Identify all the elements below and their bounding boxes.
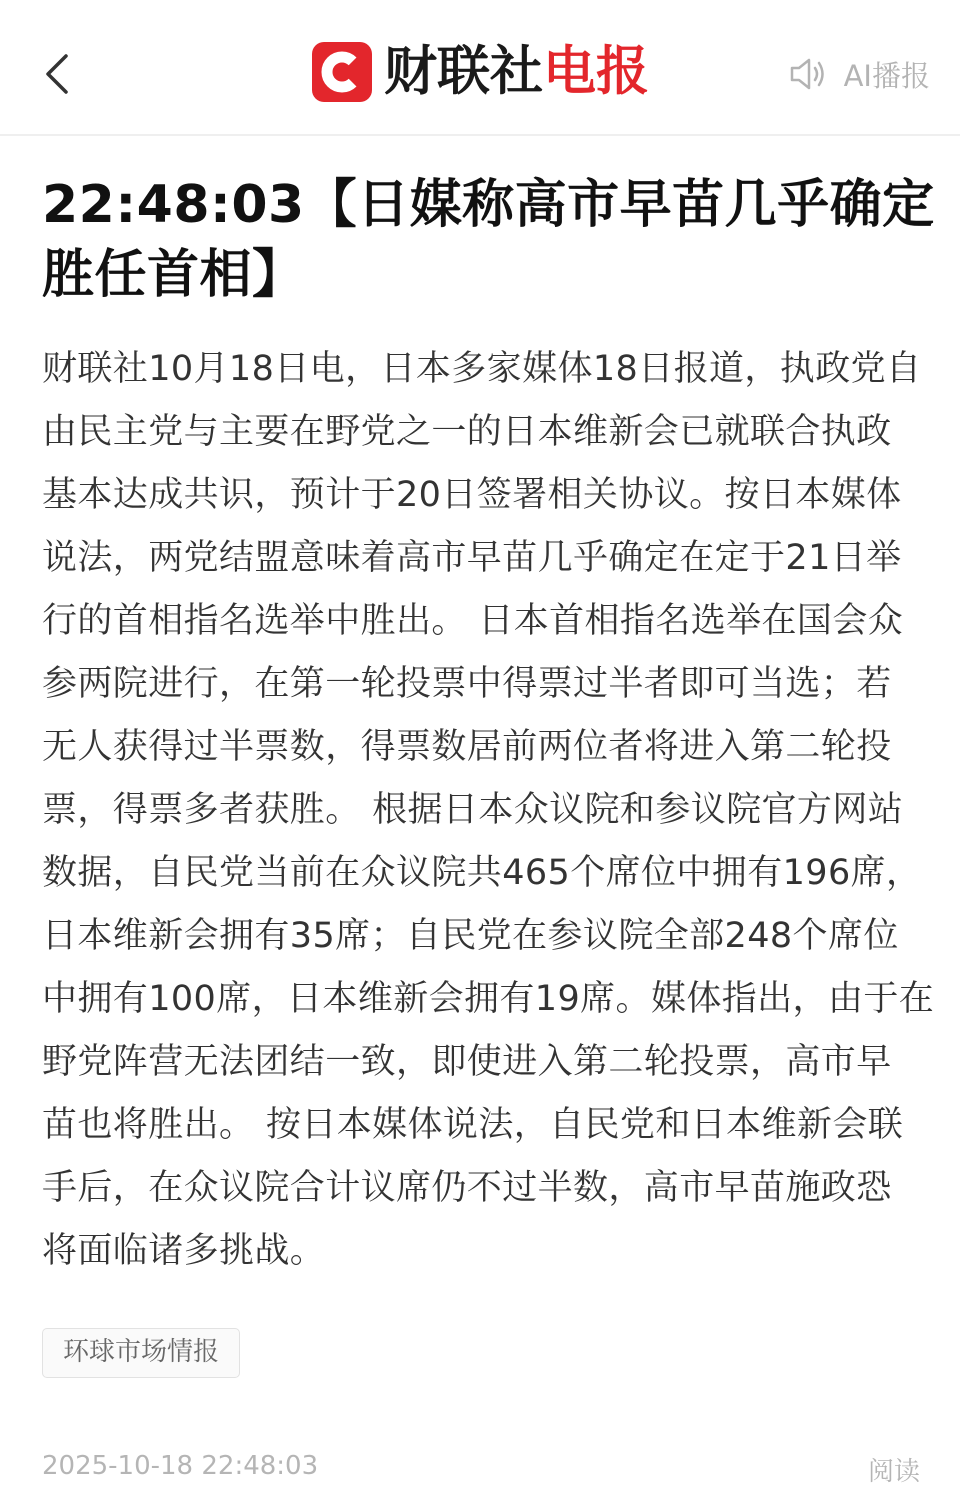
speaker-icon [788, 56, 828, 92]
logo-product-text: 电报 [543, 41, 649, 102]
back-button[interactable] [34, 48, 78, 100]
article-body [42, 338, 942, 1283]
ai-broadcast-label: AI播报 [843, 58, 930, 93]
body-line: 由民主党与主要在野党之一的日本维新会已就联合执政 [42, 412, 892, 452]
publish-datetime: 2025-10-18 22:48:03 [42, 1451, 319, 1481]
read-count: 阅读 [867, 1457, 920, 1487]
title-line: 胜任首相】 [42, 245, 305, 305]
body-line: 手后，在众议院合计议席仍不过半数，高市早苗施政恐 [42, 1168, 892, 1208]
body-line: 将面临诸多挑战。 [42, 1231, 326, 1271]
logo-brand-text: 财联社 [384, 41, 543, 102]
body-line: 苗也将胜出。 按日本媒体说法，自民党和日本维新会联 [42, 1105, 904, 1145]
body-line: 无人获得过半票数，得票数居前两位者将进入第二轮投 [42, 727, 892, 767]
body-line: 数据，自民党当前在众议院共465个席位中拥有196席， [42, 853, 922, 893]
body-line: 财联社10月18日电，日本多家媒体18日报道，执政党自 [42, 349, 922, 389]
body-line: 行的首相指名选举中胜出。 日本首相指名选举在国会众 [42, 601, 904, 641]
body-line: 说法，两党结盟意味着高市早苗几乎确定在定于21日举 [42, 538, 902, 578]
body-line: 基本达成共识，预计于20日签署相关协议。按日本媒体 [42, 475, 902, 515]
body-line: 日本维新会拥有35席；自民党在参议院全部248个席位 [42, 916, 899, 956]
body-line: 中拥有100席，日本维新会拥有19席。媒体指出，由于在 [42, 979, 935, 1019]
ai-broadcast-button[interactable] [788, 52, 930, 96]
body-line: 野党阵营无法团结一致，即使进入第二轮投票，高市早 [42, 1042, 892, 1082]
cls-c-logo-icon [312, 42, 372, 102]
body-line: 参两院进行，在第一轮投票中得票过半者即可当选；若 [42, 664, 892, 704]
article-title [42, 170, 935, 310]
logo-wordmark [384, 42, 649, 102]
chevron-left-icon [42, 52, 70, 96]
topic-tag[interactable]: 环球市场情报 [42, 1328, 240, 1378]
body-line: 票，得票多者获胜。 根据日本众议院和参议院官方网站 [42, 790, 904, 830]
title-line: 22:48:03【日媒称高市早苗几乎确定 [42, 175, 935, 235]
top-nav-bar [0, 0, 960, 136]
app-logo [312, 42, 649, 102]
